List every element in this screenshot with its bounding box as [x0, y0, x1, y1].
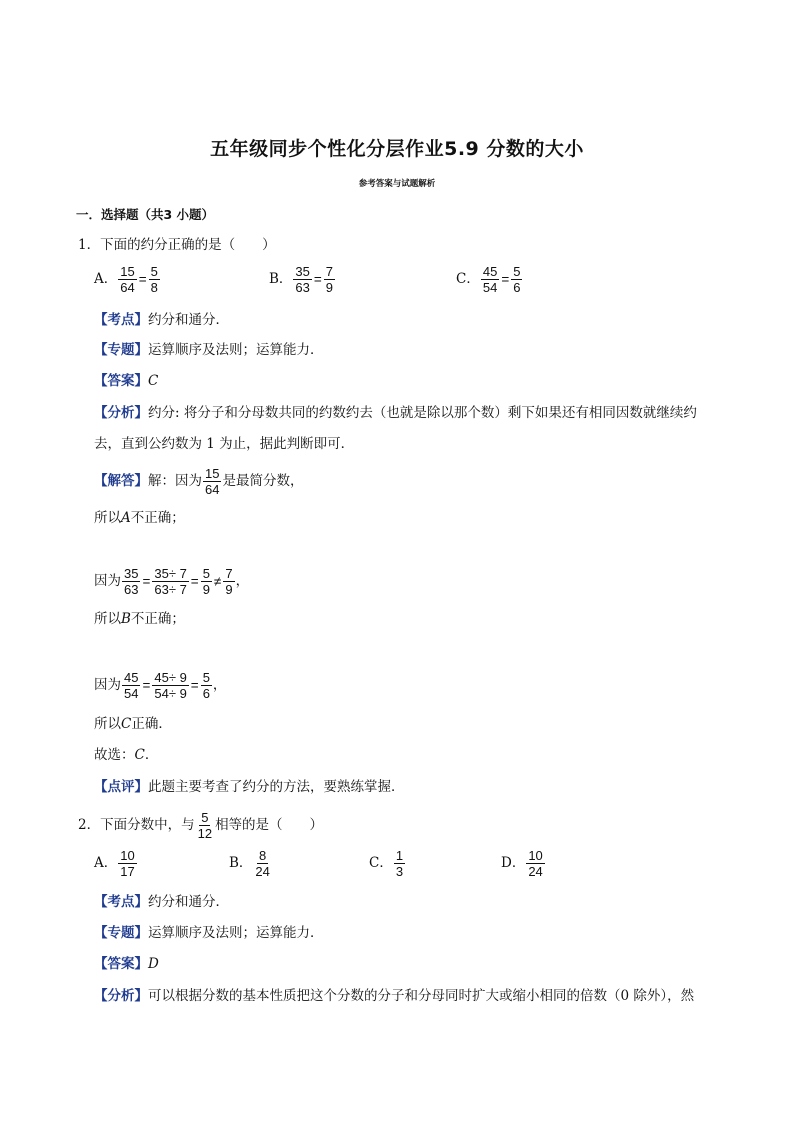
- q1-stem: 1．下面的约分正确的是（ ）: [78, 237, 276, 253]
- q1-option-a[interactable]: A． $\frac{15}{64}$ = $\frac{5}{8}$: [94, 264, 158, 295]
- q1-fenxi: 【分析】约分: 将分子和分母数共同的约数约去（也就是除以那个数）剩下如果还有相同因数就继续约: [94, 405, 697, 421]
- page-subtitle: 参考答案与试题解析: [358, 179, 436, 189]
- jieda-tag: 【解答】: [94, 473, 148, 489]
- q1-so-b: 所以B不正确；: [94, 611, 185, 627]
- q1-dianping: 【点评】此题主要考查了约分的方法，要熟练掌握．: [94, 779, 405, 795]
- q1-option-a-rhs: $\frac{5}{8}$: [150, 264, 158, 295]
- q1-jieda: 【解答】解：因为 $\frac{15}{64}$ 是最简分数，: [94, 466, 304, 497]
- page-title: 五年级同步个性化分层作业5.9 分数的大小: [210, 138, 584, 160]
- q2-kaodian: 【考点】约分和通分．: [94, 894, 229, 910]
- q1-option-c-label: C．: [456, 271, 480, 287]
- q1-option-b-rhs: $\frac{7}{9}$: [325, 264, 334, 295]
- q1-option-b-lhs: $\frac{35}{63}$: [295, 264, 310, 295]
- q1-option-b[interactable]: B． $\frac{35}{63}$ = $\frac{7}{9}$: [269, 264, 334, 295]
- q1-option-a-lhs: $\frac{15}{64}$: [120, 264, 135, 295]
- q2-option-d[interactable]: D． $\frac{10}{24}$: [501, 848, 543, 879]
- q2-option-d-label: D．: [501, 855, 526, 871]
- q2-stem: 2．下面分数中，与 $\frac{5}{12}$ 相等的是（ ）: [78, 810, 324, 841]
- q2-fenxi: 【分析】可以根据分数的基本性质把这个分数的分子和分母同时扩大或缩小相同的倍数（0 除外），然: [94, 988, 695, 1004]
- q1-so-c: 所以C正确．: [94, 716, 172, 732]
- q1-daan: 【答案】C: [94, 373, 159, 389]
- q1-kaodian: 【考点】约分和通分．: [94, 312, 229, 328]
- q2-option-b-label: B．: [229, 855, 253, 871]
- q2-option-a[interactable]: A． $\frac{10}{17}$: [94, 848, 135, 879]
- q2-option-b[interactable]: B． $\frac{8}{24}$: [229, 848, 270, 879]
- q1-so-a: 所以A不正确；: [94, 510, 185, 526]
- q2-option-c[interactable]: C． $\frac{1}{3}$: [369, 848, 404, 879]
- q1-option-c-lhs: $\frac{45}{54}$: [482, 264, 498, 295]
- dianping-tag: 【点评】: [94, 779, 148, 795]
- q1-option-c-rhs: $\frac{5}{6}$: [513, 264, 521, 295]
- kaodian-tag: 【考点】: [94, 312, 148, 328]
- q1-option-a-label: A．: [94, 271, 118, 287]
- q2-daan: 【答案】D: [94, 956, 159, 972]
- q1-option-b-label: B．: [269, 271, 293, 287]
- fenxi-tag: 【分析】: [94, 405, 148, 421]
- q1-b-calculation: 因为 $\frac{35}{63}$ = $\frac{35\div 7}{63\div 7}$ = $\frac{5}{9}$ ≠ $\frac{7}{9}$ ，: [94, 566, 250, 597]
- q2-option-a-label: A．: [94, 855, 118, 871]
- q1-option-c[interactable]: C． $\frac{45}{54}$ = $\frac{5}{6}$: [456, 264, 521, 295]
- q2-option-c-label: C．: [369, 855, 393, 871]
- q1-zhuanti: 【专题】运算顺序及法则；运算能力．: [94, 342, 324, 358]
- q1-c-calculation: 因为 $\frac{45}{54}$ = $\frac{45\div 9}{54\div 9}$ = $\frac{5}{6}$ ，: [94, 670, 227, 701]
- q1-choose: 故选：C．: [94, 747, 159, 763]
- q1-jieda-fraction: $\frac{15}{64}$: [205, 466, 220, 497]
- daan-tag: 【答案】: [94, 373, 148, 389]
- section-heading: 一．选择题（共3 小题）: [76, 207, 215, 222]
- q2-stem-fraction: $\frac{5}{12}$: [197, 810, 213, 841]
- zhuanti-tag: 【专题】: [94, 342, 148, 358]
- q1-fenxi-cont: 去，直到公约数为 1 为止，据此判断即可．: [94, 436, 355, 452]
- q2-zhuanti: 【专题】运算顺序及法则；运算能力．: [94, 925, 324, 941]
